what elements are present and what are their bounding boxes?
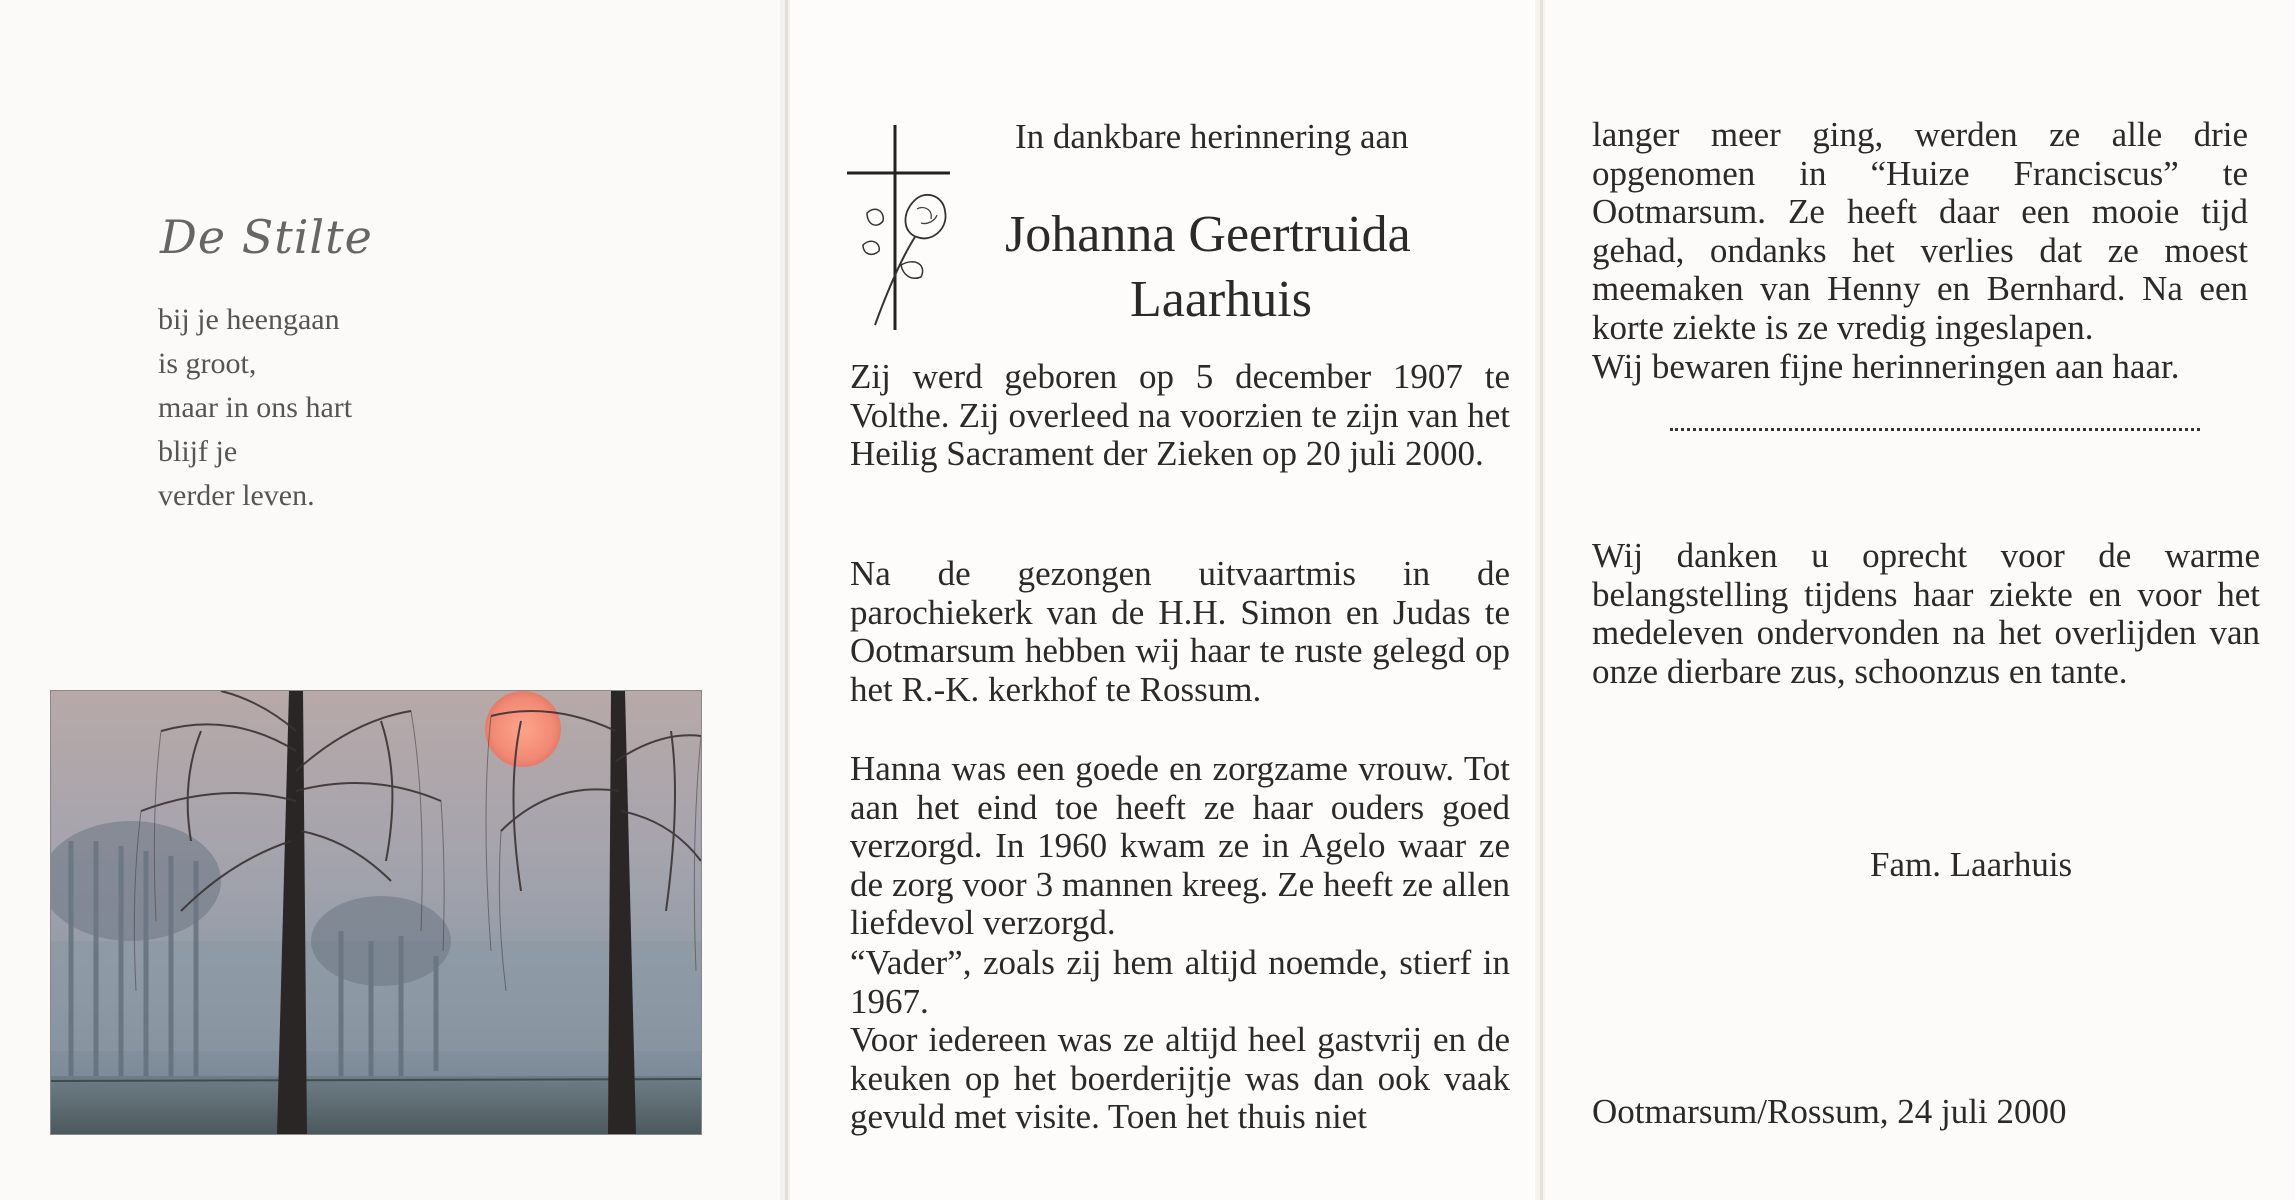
- poem-line: is groot,: [158, 347, 257, 380]
- fold-line-left: [785, 0, 788, 1200]
- cross-flower-icon: [845, 125, 955, 335]
- hospitality-paragraph: Voor iedereen was ze altijd heel gastvrij en de keuken op het boerderijtje was dan ook vaak gevuld met visite. Toen het thuis niet: [850, 1020, 1510, 1137]
- poem-line: blijf je: [158, 435, 238, 468]
- poem-title: De Stilte: [160, 210, 373, 264]
- biography-paragraph: Hanna was een goede en zorgzame vrouw. Tot aan het eind toe heeft ze haar ouders goed verzorgd. In 1960 kwam ze in Agelo waar ze de zorg voor 3 mannen kreeg. Ze heeft ze allen liefdevol verzorgd.: [850, 749, 1510, 943]
- fold-line-right: [1540, 0, 1543, 1200]
- poem: [158, 298, 352, 518]
- intro-text: In dankbare herinnering aan: [1015, 117, 1409, 156]
- sunset-trees-photo: [50, 690, 702, 1135]
- deceased-surname: Laarhuis: [1130, 271, 1312, 328]
- continuation-paragraph: langer meer ging, werden ze alle drie opgenomen in “Huize Franciscus” te Ootmarsum. Ze heeft daar een mooie tijd gehad, ondanks het verlies dat ze moest meemaken van Henny en Bernhard. Na een korte ziekte is ze vredig ingeslapen.: [1592, 115, 2248, 347]
- sun: [485, 691, 561, 767]
- funeral-paragraph: Na de gezongen uitvaartmis in de parochiekerk van de H.H. Simon en Judas te Ootmarsum hebben wij haar te ruste gelegd op het R.-K. kerkhof te Rossum.: [850, 554, 1510, 709]
- poem-line: verder leven.: [158, 479, 315, 512]
- thanks-paragraph: Wij danken u oprecht voor de warme belangstelling tijdens haar ziekte en voor het medeleven ondervonden na het overlijden van onze dierbare zus, schoonzus en tante.: [1592, 536, 2260, 691]
- father-paragraph: “Vader”, zoals zij hem altijd noemde, stierf in 1967.: [850, 943, 1510, 1021]
- poem-line: bij je heengaan: [158, 303, 340, 336]
- dotted-divider: [1670, 428, 2200, 431]
- deceased-name: Johanna Geertruida: [1005, 206, 1411, 263]
- birth-death-paragraph: Zij werd geboren op 5 december 1907 te Volthe. Zij overleed na voorzien te zijn van het Heilig Sacrament der Zieken op 20 juli 2000.: [850, 357, 1510, 474]
- memories-line: Wij bewaren fijne herinneringen aan haar.: [1592, 347, 2180, 386]
- family-signature: Fam. Laarhuis: [1870, 845, 2073, 884]
- place-date: Ootmarsum/Rossum, 24 juli 2000: [1592, 1092, 2067, 1131]
- poem-line: maar in ons hart: [158, 391, 353, 424]
